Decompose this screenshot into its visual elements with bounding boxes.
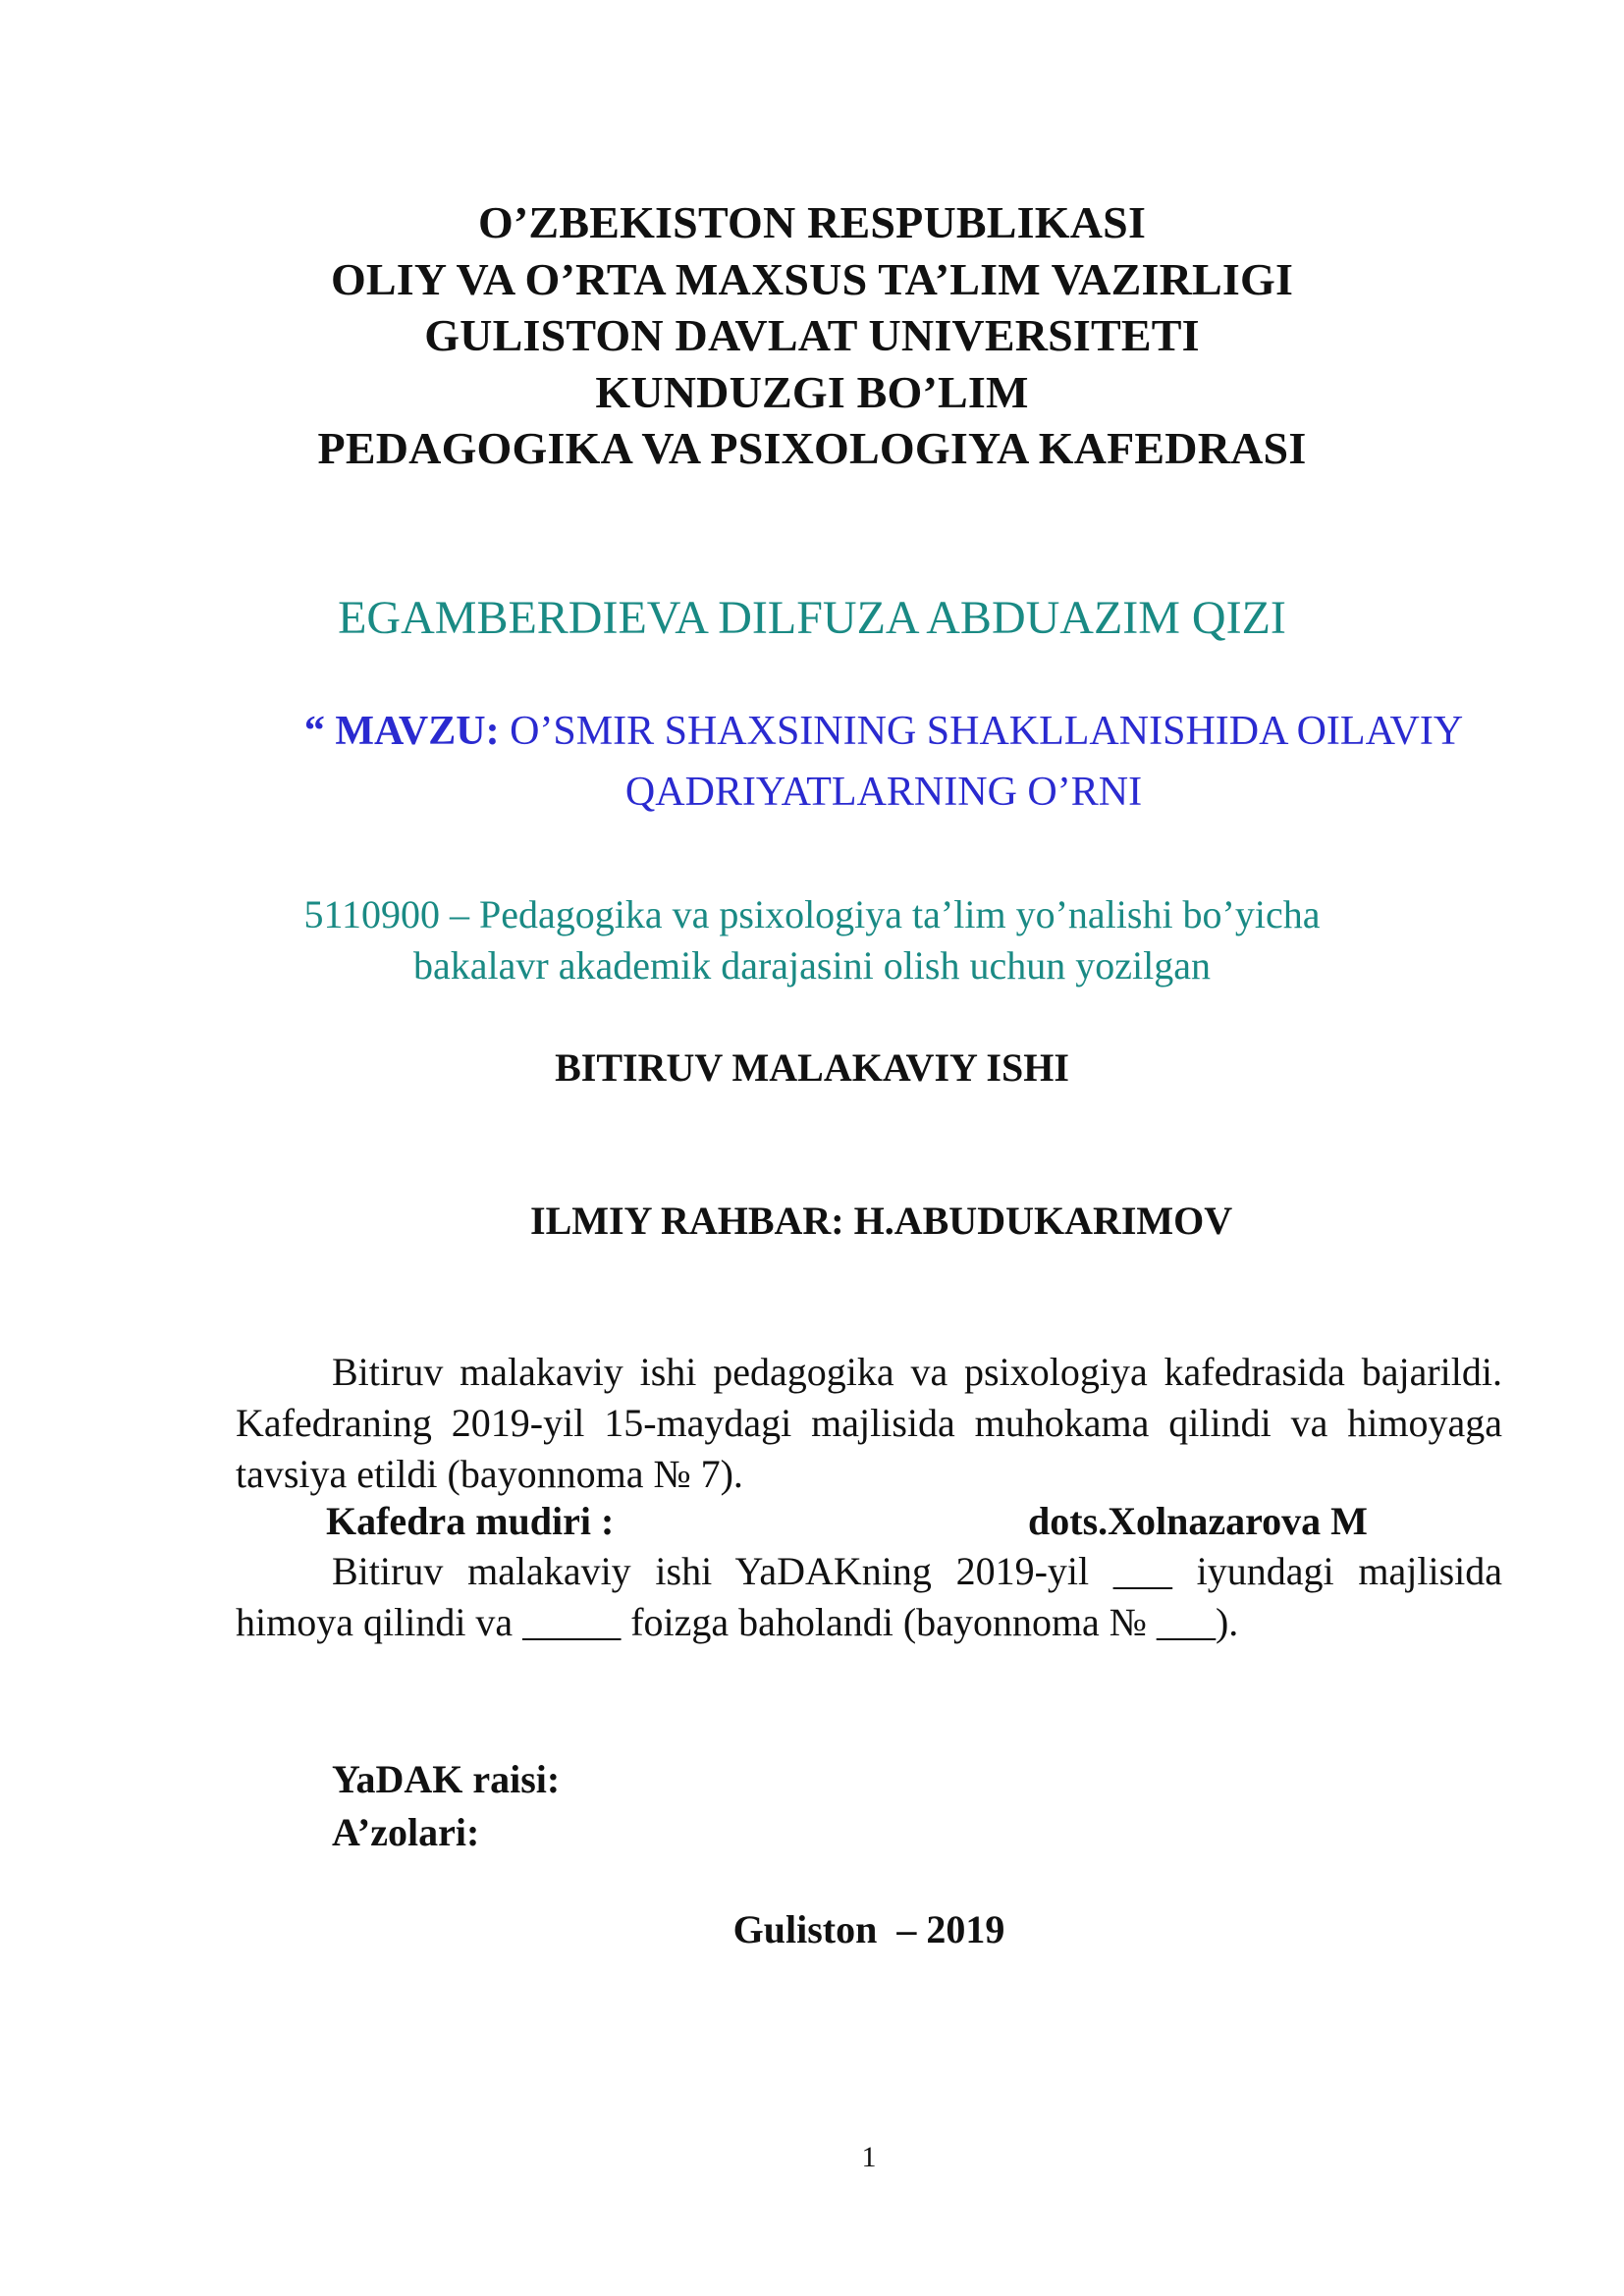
commission-block (332, 1753, 560, 1859)
header-line-department: KUNDUZGI BO’LIM (595, 366, 1029, 417)
topic-text: O’SMIR SHAXSINING SHAKLLANISHIDA OILAVIY QADRIYATLARNING O’RNI (499, 709, 1464, 815)
city-year: Guliston – 2019 (732, 1907, 1005, 1951)
commission-members: A’zolari: (332, 1810, 480, 1854)
approval-text: Bitiruv malakaviy ishi pedagogika va psixologiya kafedrasida bajarildi. Kafedraning 2019-yil 15-maydagi majlisida muhokama qilindi va himoyaga tavsiya etildi (bayonnoma № 7). (236, 1350, 1502, 1496)
scientific-supervisor: ILMIY RAHBAR: H.ABUDUKARIMOV (530, 1199, 1233, 1243)
department-head-name: dots.Xolnazarova M (1028, 1499, 1368, 1543)
work-type-title: BITIRUV MALAKAVIY ISHI (555, 1045, 1069, 1090)
header-line-country: O’ZBEKISTON RESPUBLIKASI (477, 197, 1147, 247)
commission-chairman: YaDAK raisi: (332, 1757, 561, 1801)
thesis-topic (177, 701, 1591, 823)
page-number: 1 (861, 2141, 877, 2173)
defense-text: Bitiruv malakaviy ishi YaDAKning 2019-yil ___ iyundagi majlisida himoya qilindi va _____ foizga baholandi (bayonnoma № ___). (236, 1549, 1502, 1644)
study-direction (0, 889, 1624, 991)
approval-paragraph (236, 1347, 1502, 1500)
defense-paragraph (236, 1546, 1502, 1648)
direction-line-2: bakalavr akademik darajasini olish uchun yozilgan (413, 943, 1211, 988)
department-head-label: Kafedra mudiri : (326, 1499, 615, 1543)
direction-line-1: 5110900 – Pedagogika va psixologiya ta’lim yo’nalishi bo’yicha (303, 892, 1321, 936)
header-line-chair: PEDAGOGIKA VA PSIXOLOGIYA KAFEDRASI (317, 423, 1307, 473)
header-line-ministry: OLIY VA O’RTA MAXSUS TA’LIM VAZIRLIGI (330, 253, 1294, 304)
header-line-university: GULISTON DAVLAT UNIVERSITETI (424, 310, 1200, 360)
author-name: EGAMBERDIEVA DILFUZA ABDUAZIM QIZI (338, 592, 1286, 644)
topic-label: “ MAVZU: (303, 709, 500, 754)
institution-header (0, 194, 1624, 477)
